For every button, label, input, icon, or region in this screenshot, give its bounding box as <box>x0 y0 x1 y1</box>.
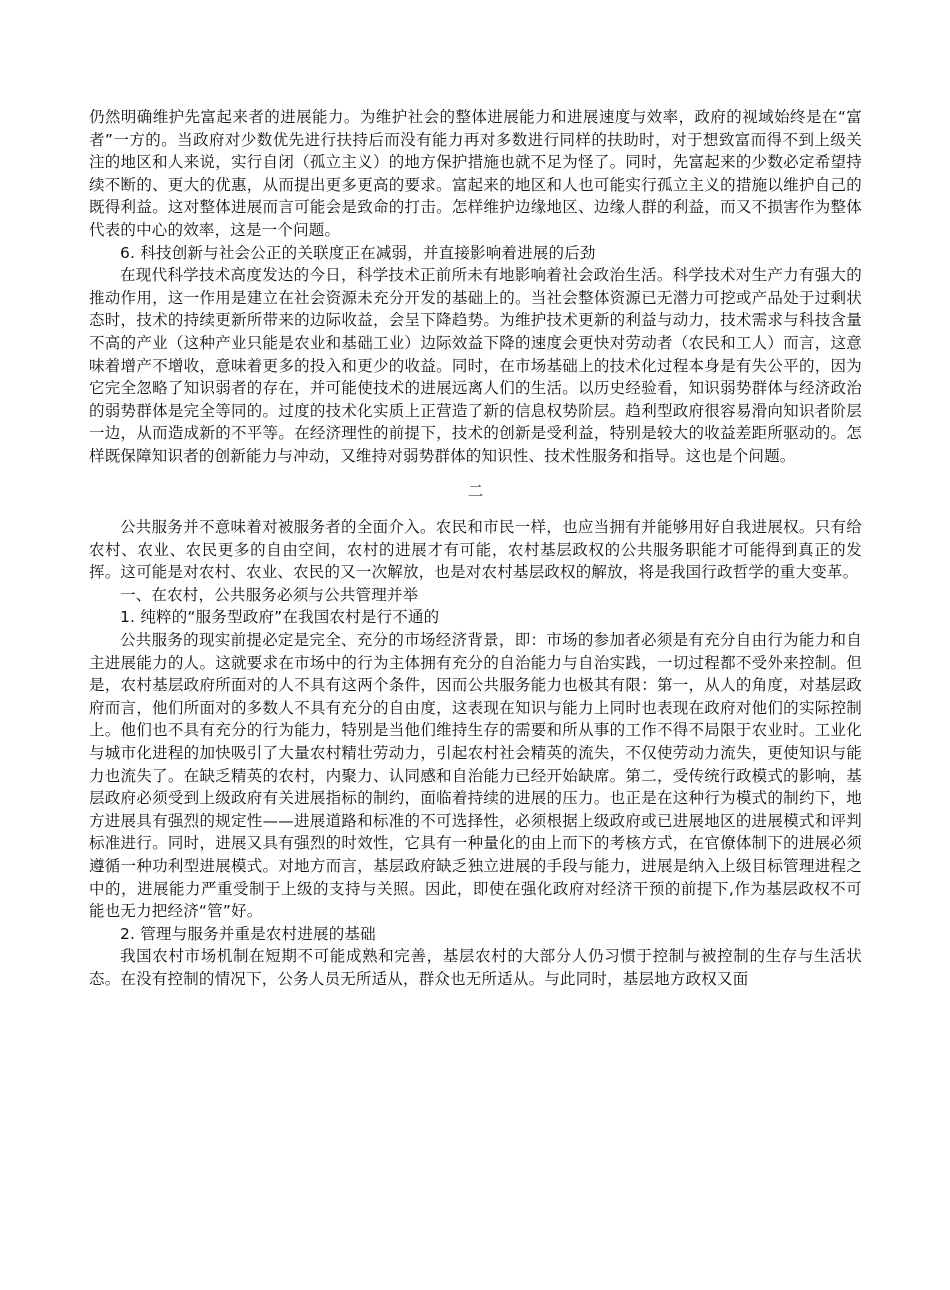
paragraph-market-premise: 公共服务的现实前提必定是完全、充分的市场经济背景，即：市场的参加者必须是有充分自由行为能力和自主进展能力的人。这就要求在市场中的行为主体拥有充分的自治能力与自治实践，一切过程都不受外来控制。但是，农村基层政府所面对的人不具有这两个条件，因而公共服务能力也极其有限：第一，从人的角度，对基层政府而言，他们所面对的多数人不具有充分的自由度，这表现在知识与能力上同时也表现在政府对他们的实际控制上。他们也不具有充分的行为能力，特别是当他们维持生存的需要和所从事的工作不得不局限于农业时。工业化与城市化进程的加快吸引了大量农村精壮劳动力，引起农村社会精英的流失，不仅使劳动力流失，更使知识与能力也流失了。在缺乏精英的农村，内聚力、认同感和自治能力已经开始缺席。第二，受传统行政模式的影响，基层政府必须受到上级政府有关进展指标的制约，面临着持续的进展的压力。也正是在这种行为模式的制约下，地方进展具有强烈的规定性——进展道路和标准的不可选择性，必须根据上级政府或已进展地区的进展模式和评判标准进行。同时，进展又具有强烈的时效性，它具有一种量化的由上而下的考核方式，在官僚体制下的进展必须遵循一种功利型进展模式。对地方而言，基层政府缺乏独立进展的手段与能力，进展是纳入上级目标管理进程之中的，进展能力严重受制于上级的支持与关照。因此，即使在强化政府对经济干预的前提下,作为基层政权不可能也无力把经济“管”好。 <box>89 631 862 921</box>
heading-management-and-service: 2. 管理与服务并重是农村进展的基础 <box>120 924 376 943</box>
paragraph-rural-market: 我国农村市场机制在短期不可能成熟和完善，基层农村的大部分人仍习惯于控制与被控制的生存与生活状态。在没有控制的情况下，公务人员无所适从，群众也无所适从。与此同时，基层地方政权又面 <box>89 947 862 988</box>
section-numeral: 二 <box>467 481 484 500</box>
heading-service-and-management: 一、在农村，公共服务必须与公共管理并举 <box>120 585 419 604</box>
paragraph-public-service: 公共服务并不意味着对被服务者的全面介入。农民和市民一样，也应当拥有并能够用好自我进展权。只有给农村、农业、农民更多的自由空间，农村的进展才有可能，农村基层政权的公共服务职能才可能得到真正的发挥。这可能是对农村、农业、农民的又一次解放，也是对农村基层政权的解放，将是我国行政哲学的重大变革。 <box>89 518 862 582</box>
heading-tech-innovation: 6. 科技创新与社会公正的关联度正在减弱，并直接影响着进展的后劲 <box>120 243 596 262</box>
heading-pure-service-government: 1. 纯粹的“服务型政府”在我国农村是行不通的 <box>120 608 440 627</box>
paragraph-technology: 在现代科学技术高度发达的今日，科学技术正前所未有地影响着社会政治生活。科学技术对生产力有强大的推动作用，这一作用是建立在社会资源未充分开发的基础上的。当社会整体资源已无潜力可挖或产品处于过剩状态时，技术的持续更新所带来的边际收益，会呈下降趋势。为维护技术更新的利益与动力，技术需求与科技含量不高的产业（这种产业只能是农业和基础工业）边际效益下降的速度会更快对劳动者（农民和工人）而言，这意味着增产不增收，意味着更多的投入和更少的收益。同时，在市场基础上的技术化过程本身是有失公平的，因为它完全忽略了知识弱者的存在，并可能使技术的进展远离人们的生活。以历史经验看，知识弱势群体与经济政治的弱势群体是完全等同的。过度的技术化实质上正营造了新的信息权势阶层。趋利型政府很容易滑向知识者阶层一边，从而造成新的不平等。在经济理性的前提下，技术的创新是受利益，特别是较大的收益差距所驱动的。怎样既保障知识者的创新能力与冲动，又维持对弱势群体的知识性、技术性服务和指导。这也是个问题。 <box>89 266 862 465</box>
paragraph-regional-protection: 仍然明确维护先富起来者的进展能力。为维护社会的整体进展能力和进展速度与效率，政府的视域始终是在“富者”一方的。当政府对少数优先进行扶持后而没有能力再对多数进行同样的扶助时，对于想致富而得不到上级关注的地区和人来说，实行自闭（孤立主义）的地方保护措施也就不足为怪了。同时，先富起来的少数必定希望持续不断的、更大的优惠，从而提出更多更高的要求。富起来的地区和人也可能实行孤立主义的措施以维护自己的既得利益。这对整体进展而言可能会是致命的打击。怎样维护边缘地区、边缘人群的利益，而又不损害作为整体代表的中心的效率，这是一个问题。 <box>89 108 862 239</box>
